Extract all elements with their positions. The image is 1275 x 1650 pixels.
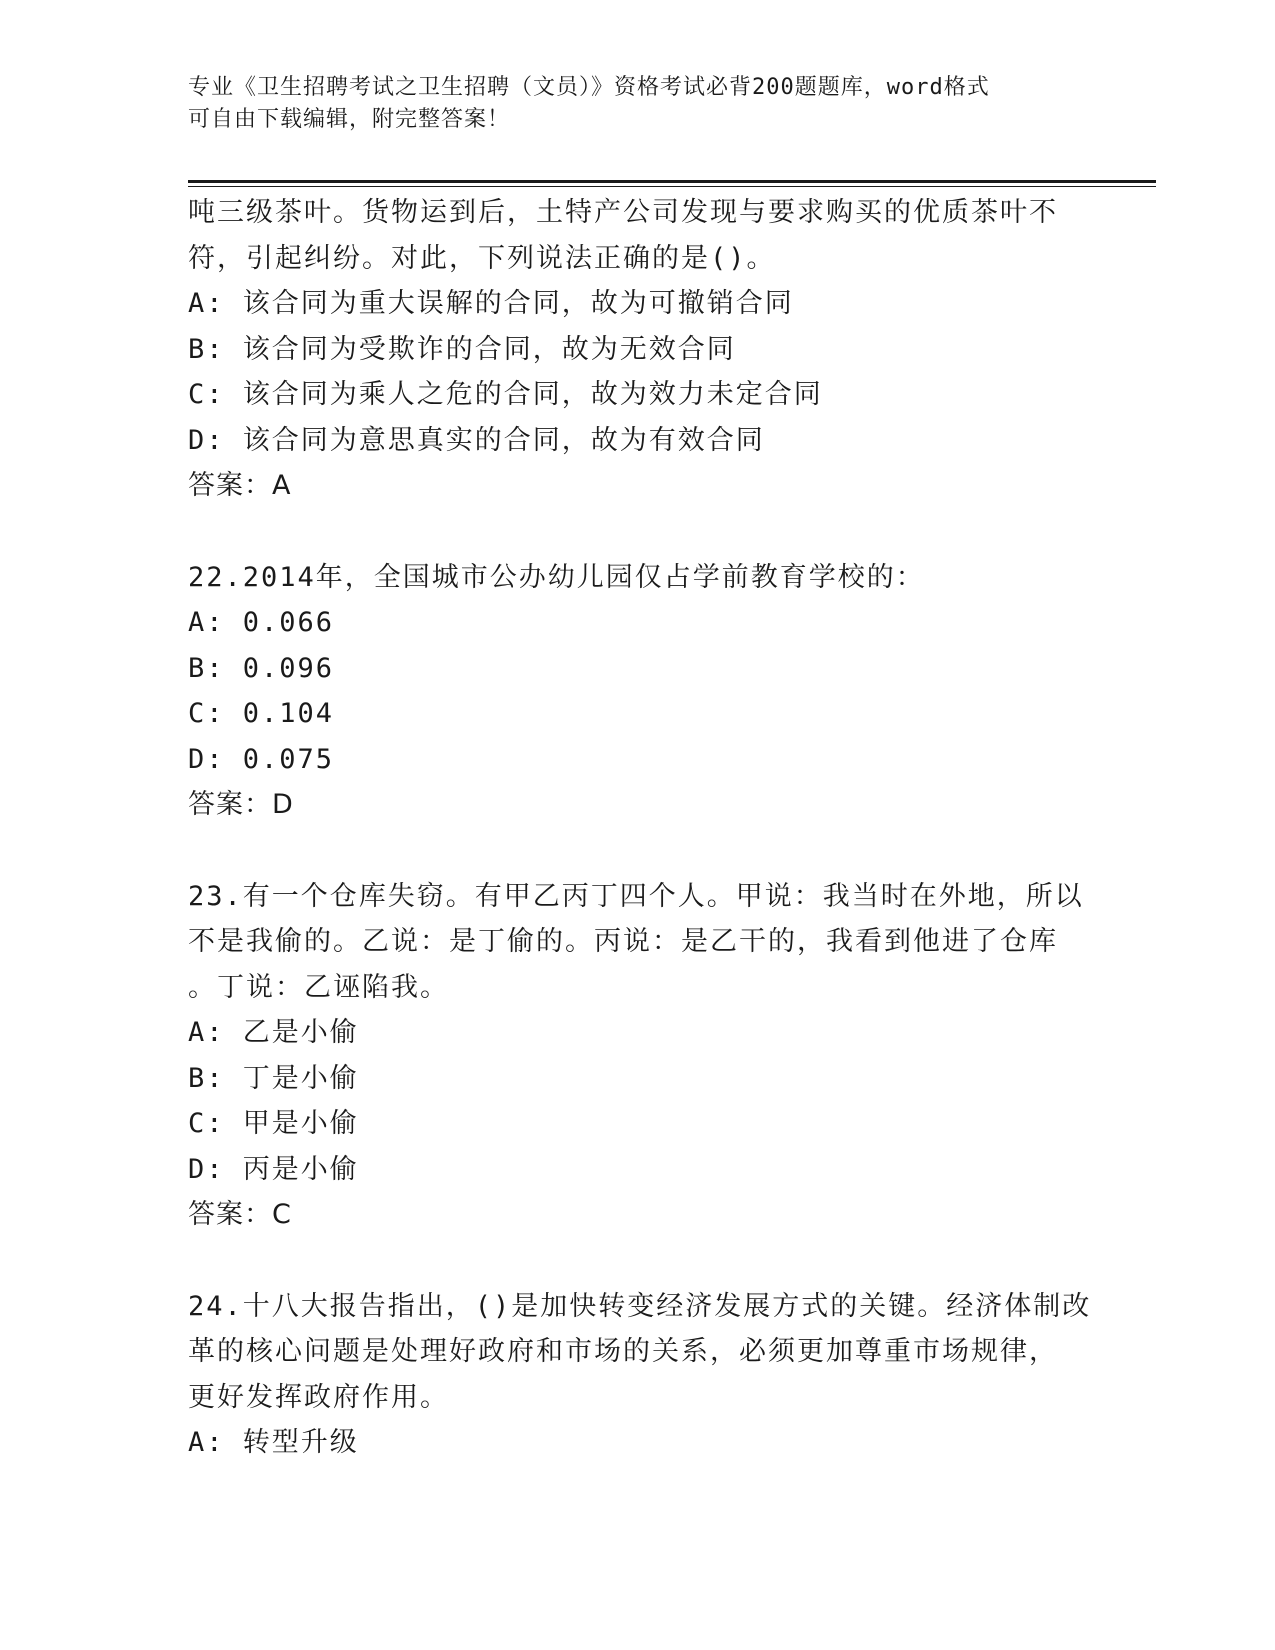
option-a: A: 转型升级 <box>188 1427 359 1458</box>
option-b: B: 丁是小偷 <box>188 1062 359 1094</box>
question-stem-line: 吨三级茶叶。货物运到后，土特产公司发现与要求购买的优质茶叶不 <box>188 197 1058 228</box>
question-stem-line: 不是我偷的。乙说：是丁偷的。丙说：是乙干的，我看到他进了仓库 <box>188 926 1058 957</box>
header-divider-thick <box>188 180 1156 183</box>
page-header <box>188 72 1088 136</box>
question-23 <box>188 874 1088 1238</box>
option-a: A: 0.066 <box>188 607 335 638</box>
option-b: B: 0.096 <box>188 652 335 684</box>
option-c: C: 甲是小偷 <box>188 1108 359 1139</box>
option-c: C: 该合同为乘人之危的合同，故为效力未定合同 <box>188 379 823 410</box>
header-line-1: 专业《卫生招聘考试之卫生招聘（文员）》资格考试必背200题题库，word格式 <box>188 75 990 100</box>
question-stem-line: 革的核心问题是处理好政府和市场的关系，必须更加尊重市场规律， <box>188 1336 1058 1367</box>
option-a: A: 乙是小偷 <box>188 1017 359 1048</box>
answer-label: 答案：C <box>188 1199 292 1230</box>
header-divider-thin <box>188 186 1156 187</box>
header-line-2: 可自由下载编辑，附完整答案！ <box>188 107 511 132</box>
option-a: A: 该合同为重大误解的合同，故为可撤销合同 <box>188 288 794 319</box>
option-d: D: 0.075 <box>188 743 335 775</box>
answer-label: 答案：A <box>188 470 292 501</box>
question-24 <box>188 1284 1092 1466</box>
question-21 <box>188 190 1088 509</box>
spacer <box>188 828 1088 874</box>
question-list <box>188 190 1092 1466</box>
question-stem-line: 。丁说：乙诬陷我。 <box>188 971 449 1003</box>
option-d: D: 该合同为意思真实的合同，故为有效合同 <box>188 424 765 456</box>
question-stem-line: 符，引起纠纷。对此，下列说法正确的是()。 <box>188 242 776 274</box>
answer-label: 答案：D <box>188 789 294 820</box>
question-22 <box>188 555 1088 828</box>
question-stem-line: 更好发挥政府作用。 <box>188 1381 449 1413</box>
option-b: B: 该合同为受欺诈的合同，故为无效合同 <box>188 333 736 365</box>
question-stem-line: 23.有一个仓库失窃。有甲乙丙丁四个人。甲说：我当时在外地，所以 <box>188 880 1084 912</box>
option-c: C: 0.104 <box>188 698 335 729</box>
spacer <box>188 1238 1088 1284</box>
option-d: D: 丙是小偷 <box>188 1153 359 1185</box>
spacer <box>188 509 1088 555</box>
question-stem-line: 22.2014年，全国城市公办幼儿园仅占学前教育学校的： <box>188 561 925 593</box>
question-stem-line: 24.十八大报告指出，()是加快转变经济发展方式的关键。经济体制改 <box>188 1290 1092 1322</box>
